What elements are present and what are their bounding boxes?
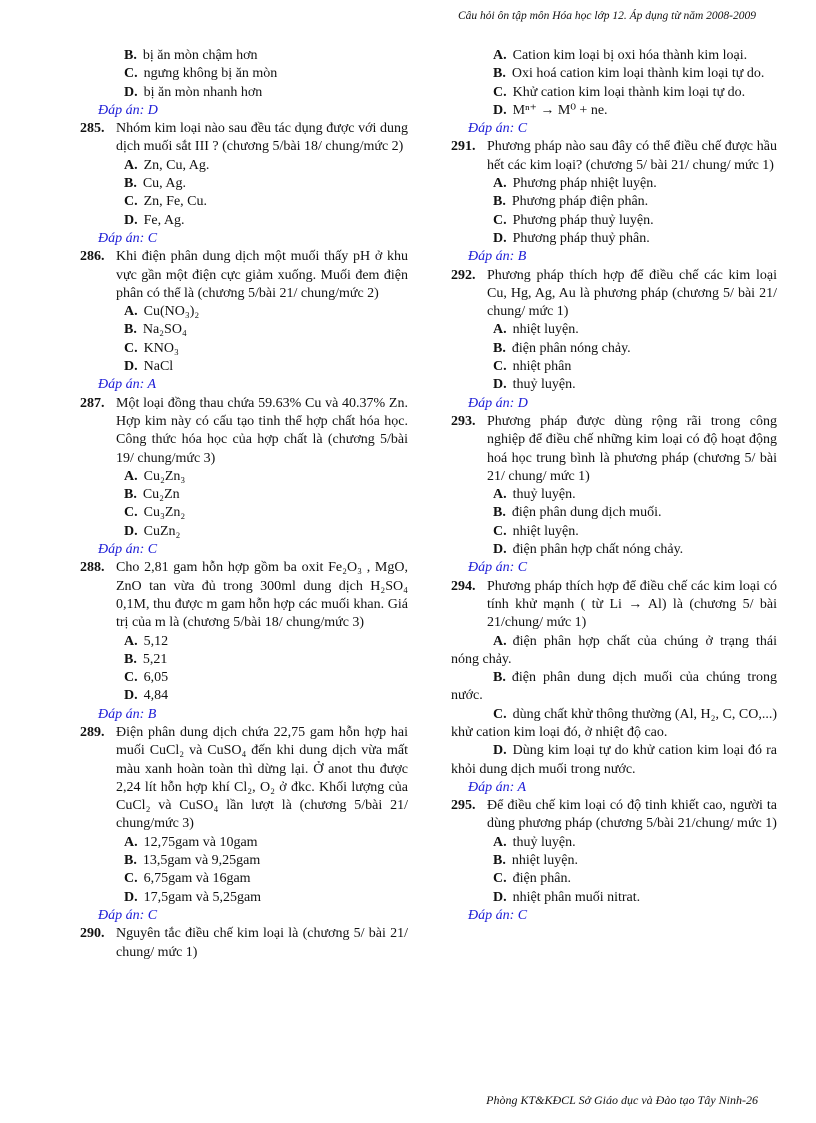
option: D. NaCl: [124, 359, 174, 375]
answer: Đáp án: C: [98, 230, 158, 246]
option: A. Cu(NO₃)₂: [124, 304, 200, 320]
question: 290. Nguyên tắc điều chế kim loại là (chương 5/ bài 21/ chung/ mức 1): [80, 926, 408, 960]
answer: Đáp án: B: [468, 249, 527, 265]
option: B. Na₂SO₄: [124, 322, 187, 338]
option: D. Dùng kim loại tự do khử cation kim loại đó ra khỏi dung dịch muối trong nước.: [451, 743, 777, 777]
option: D. Phương pháp thuỷ phân.: [493, 230, 650, 246]
answer: Đáp án: D: [468, 395, 528, 411]
option: C. Zn, Fe, Cu.: [124, 194, 208, 210]
question: 291. Phương pháp nào sau đây có thể điều chế được hầu hết các kim loại? (chương 5/ bài 21/ chung/ mức 1): [451, 139, 777, 173]
question: 293. Phương pháp được dùng rộng rãi trong công nghiệp để điều chế những kim loại có độ hoạt động hoá học trung bình là phương pháp (chương 5/ bài 21/ chung/ mức 1): [451, 413, 777, 484]
question: 287. Một loại đồng thau chứa 59.63% Cu và 40.37% Zn. Hợp kim này có cấu tạo tinh thể hợp chất hóa học. Công thức hóa học của hợp chất là (chương 5/bài 19/ chung/mức 3): [80, 395, 408, 466]
option: A. điện phân hợp chất của chúng ở trạng thái nóng chảy.: [451, 633, 777, 667]
option: D. Mⁿ⁺ → M⁰ + ne.: [493, 102, 608, 118]
question: 286. Khi điện phân dung dịch một muối thấy pH ở khu vực gần một điện cực giảm xuống. Muối đem điện phân có thể là (chương 5/bài 21/ chung/mức 2): [80, 249, 408, 301]
option: B. bị ăn mòn chậm hơn: [124, 48, 258, 63]
option: D. điện phân hợp chất nóng chảy.: [493, 542, 684, 558]
page-header: Câu hỏi ôn tập môn Hóa học lớp 12. Áp dụng từ năm 2008-2009: [458, 10, 756, 22]
option: C. nhiệt phân: [493, 359, 572, 375]
question: 294. Phương pháp thích hợp để điều chế các kim loại có tính khử mạnh ( từ Li → Al) là (chương 5/ bài 21/chung/ mức 1): [451, 578, 777, 631]
answer: Đáp án: C: [98, 907, 158, 923]
answer: Đáp án: B: [98, 706, 157, 722]
option: D. CuZn₂: [124, 523, 181, 539]
option: A. nhiệt luyện.: [493, 322, 579, 338]
option: B. điện phân dung dịch muối.: [493, 505, 662, 521]
option: B. Cu, Ag.: [124, 176, 187, 192]
question: 285. Nhóm kim loại nào sau đều tác dụng được với dung dịch muối sắt III ? (chương 5/bài 18/ chung/mức 2): [80, 121, 408, 155]
answer: Đáp án: C: [468, 121, 528, 137]
option: C. dùng chất khử thông thường (Al, H₂, C, CO,...) khử cation kim loại đó, ở nhiệt độ cao.: [451, 706, 777, 740]
answer: Đáp án: D: [98, 102, 158, 118]
option: A. 5,12: [124, 633, 169, 649]
option: A. 12,75gam và 10gam: [124, 834, 258, 850]
option: B. nhiệt luyện.: [493, 853, 578, 869]
option: C. Phương pháp thuỷ luyện.: [493, 212, 654, 228]
option: A. Cu₂Zn₃: [124, 468, 186, 484]
option: B. Cu₂Zn: [124, 487, 180, 503]
answer: Đáp án: A: [98, 377, 157, 393]
option: C. nhiệt luyện.: [493, 523, 579, 539]
option: D. Fe, Ag.: [124, 212, 185, 228]
page-footer: Phòng KT&KĐCL Sở Giáo dục và Đào tạo Tây Ninh-26: [486, 1093, 758, 1107]
question: 288. Cho 2,81 gam hỗn hợp gồm ba oxit Fe₂O₃ , MgO, ZnO tan vừa đủ trong 300ml dung dịch H₂SO₄ 0,1M, thu được m gam hỗn hợp các muối khan. Giá trị của m là (chương 5/bài 18/ chung/mức 3): [80, 560, 408, 631]
question: 289. Điện phân dung dịch chứa 22,75 gam hỗn hợp hai muối CuCl₂ và CuSO₄ đến khi dung dịch vừa mất màu xanh hoàn toàn thì dừng lại. Ở anot thu được 2,24 lít hỗn hợp khí Cl₂, O₂ ở đkc. Khối lượng của CuCl₂ và CuSO₄ lần lượt là (chương 5/bài 21/ chung/mức 3): [80, 724, 408, 832]
option: C. điện phân.: [493, 871, 571, 887]
option: C. KNO₃: [124, 340, 179, 356]
answer: Đáp án: A: [468, 779, 527, 795]
option: B. Phương pháp điện phân.: [493, 194, 649, 210]
answer: Đáp án: C: [98, 542, 158, 558]
answer: Đáp án: C: [468, 560, 528, 576]
option: D. nhiệt phân muối nitrat.: [493, 889, 641, 905]
right-column: [451, 47, 777, 925]
option: C. 6,05: [124, 670, 169, 686]
option: D. 4,84: [124, 688, 169, 704]
answer: Đáp án: C: [468, 907, 528, 923]
option: A. thuỷ luyện.: [493, 487, 576, 503]
option: C. ngưng không bị ăn mòn: [124, 66, 278, 82]
option: D. bị ăn mòn nhanh hơn: [124, 84, 263, 100]
option: B. 13,5gam và 9,25gam: [124, 853, 261, 869]
question: 292. Phương pháp thích hợp để điều chế các kim loại Cu, Hg, Ag, Au là phương pháp (chương 5/ bài 21/ chung/ mức 1): [451, 267, 777, 320]
option: B. 5,21: [124, 651, 168, 667]
option: D. thuỷ luyện.: [493, 377, 576, 393]
option: D. 17,5gam và 5,25gam: [124, 889, 262, 905]
option: B. điện phân nóng chảy.: [493, 340, 631, 356]
option: C. Khử cation kim loại thành kim loại tự do.: [493, 84, 746, 100]
left-column: [80, 47, 408, 962]
option: B. Oxi hoá cation kim loại thành kim loại tự do.: [493, 66, 765, 82]
option: A. Phương pháp nhiệt luyện.: [493, 176, 657, 192]
option: A. Cation kim loại bị oxi hóa thành kim loại.: [493, 48, 748, 63]
option: C. Cu₃Zn₂: [124, 505, 186, 521]
option: B. điện phân dung dịch muối của chúng trong nước.: [451, 670, 777, 704]
option: A. Zn, Cu, Ag.: [124, 157, 210, 173]
option: A. thuỷ luyện.: [493, 834, 576, 850]
question: 295. Để điều chế kim loại có độ tinh khiết cao, người ta dùng phương pháp (chương 5/bài 21/chung/ mức 1): [451, 798, 777, 832]
option: C. 6,75gam và 16gam: [124, 871, 251, 887]
